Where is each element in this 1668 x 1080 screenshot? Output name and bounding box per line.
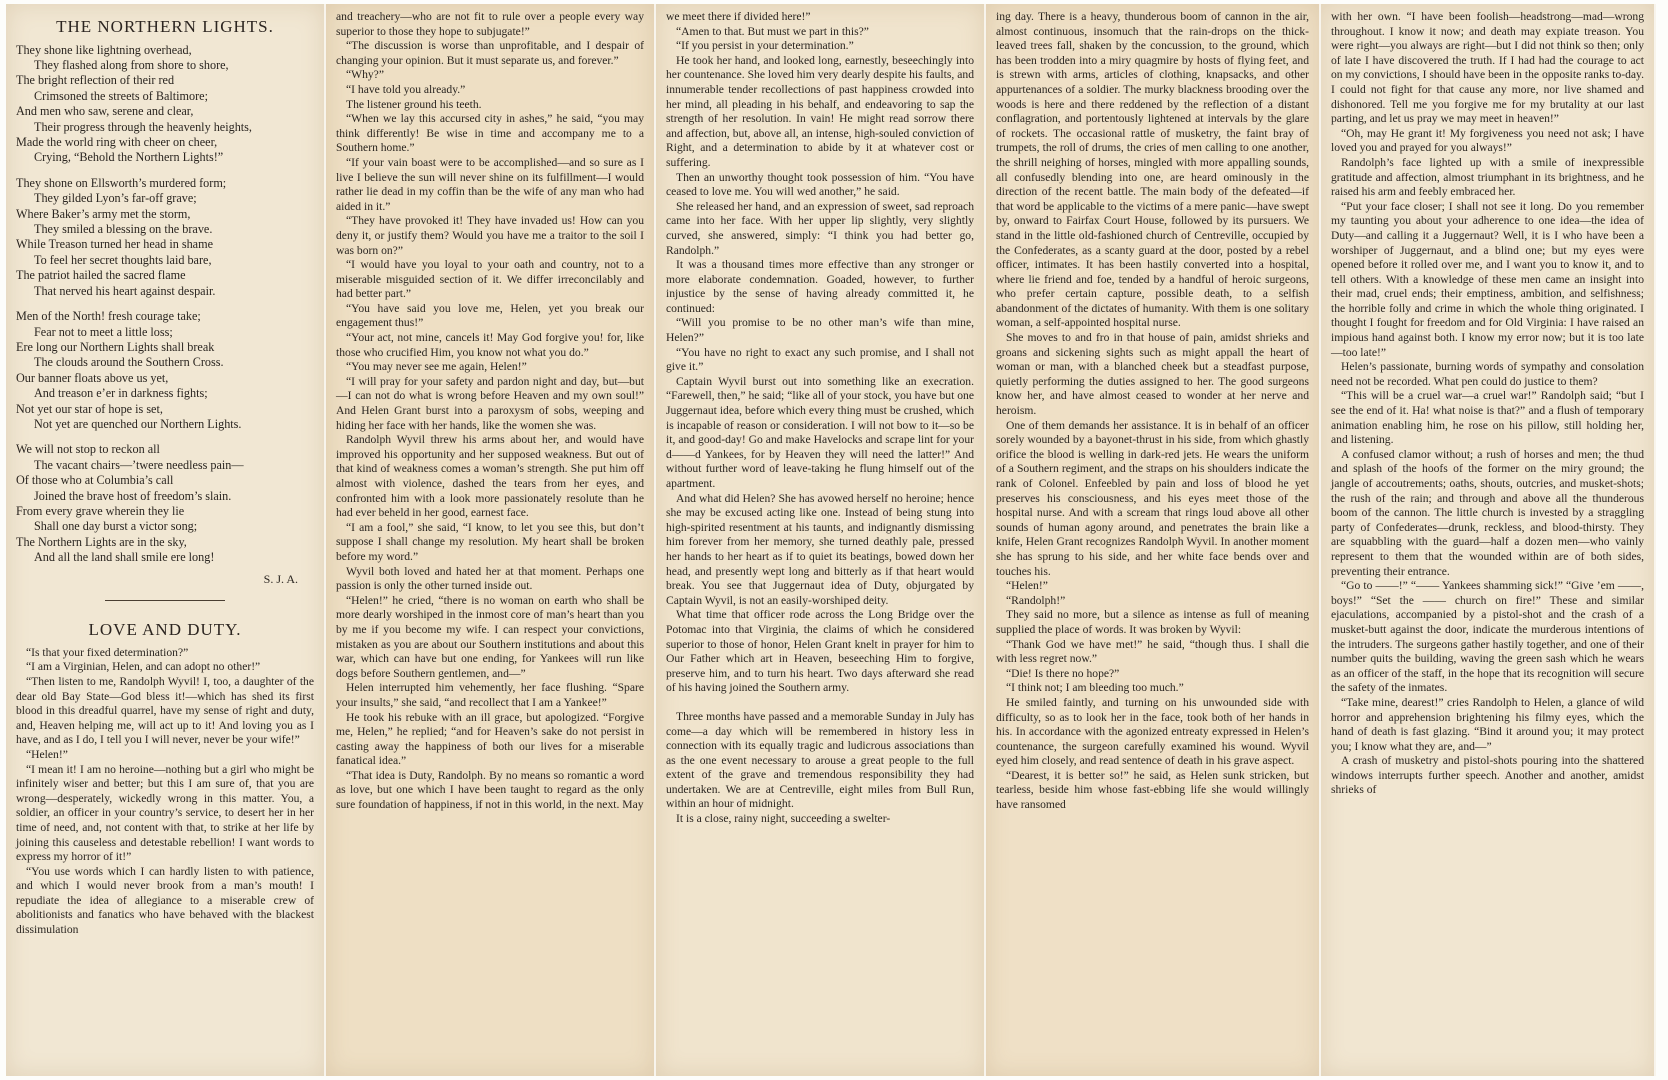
- story-paragraph: And what did Helen? She has avowed herself no heroine; hence she may be excused acting like one. Instead of being stung into high-spirited resentment at his taunts, and indignantly dismissing him forever from her memory, she turned deathly pale, pressed her hands to her heart as if to quiet its beatings, bowed down her head, and presently wept long and bitterly as if that heart would break. You see that Juggernaut idea of Duty, objurgated by Captain Wyvil, is not an easily-worshiped deity.: [666, 491, 974, 607]
- story-paragraph: It was a thousand times more effective than any stronger or more elaborate condemnation. Goaded, however, to further injustice by the sense of having already committed it, he continued:: [666, 258, 974, 315]
- poem-line: Crimsoned the streets of Baltimore;: [34, 88, 208, 103]
- poem-line: Men of the North! fresh courage take;: [16, 309, 201, 324]
- story-paragraph: “Go to ——!” “—— Yankees shamming sick!” “Give ’em ——, boys!” “Set the —— church on fire!” These and similar ejaculations, accompanied by a pistol-shot and the crash of a musket-butt against the door, indicate the murderous intentions of the intruders. The surgeons gather hastily together, and one of their number quits the building, waving the green sash which he wears as an officer of the staff, in the hope that its recognition will secure the safety of the inmates.: [1331, 579, 1644, 695]
- poem-line: Joined the brave host of freedom’s slain.: [34, 488, 232, 503]
- story-paragraph: She released her hand, and an expression of sweet, sad reproach came into her face. With her upper lip slightly, very slightly curved, she answered, simply: “I think you had better go, Randolph.”: [666, 199, 974, 257]
- poem-line: They shone on Ellsworth’s murdered form;: [16, 175, 227, 190]
- poem-title: THE NORTHERN LIGHTS.: [56, 17, 274, 36]
- poem-line: The vacant chairs—’twere needless pain—: [34, 457, 244, 472]
- story-paragraph: Then an unworthy thought took possession of him. “You have ceased to love me. You will wed another,” he said.: [666, 170, 974, 199]
- column-1: [6, 4, 326, 1076]
- poem-line: While Treason turned her head in shame: [16, 237, 213, 252]
- poem-line: The Northern Lights are in the sky,: [16, 534, 187, 549]
- poem-line: And treason e’er in darkness fights;: [34, 386, 208, 401]
- poem-line: Ere long our Northern Lights shall break: [16, 339, 215, 354]
- story-paragraph: “They have provoked it! They have invaded us! How can you deny it, or justify them? Would you have me a traitor to the soil I was born on?”: [336, 214, 644, 257]
- poem-line: And all the land shall smile ere long!: [34, 550, 215, 565]
- story-paragraph: “Dearest, it is better so!” he said, as Helen sunk stricken, but tearless, beside him whose fast-ebbing life she would willingly have ransomed: [996, 768, 1309, 812]
- poem-stanza: [16, 442, 314, 565]
- poem-line: That nerved his heart against despair.: [34, 283, 216, 298]
- story-paragraph: and treachery—who are not fit to rule over a people every way superior to those they hope to subjugate!”: [336, 10, 644, 38]
- story-paragraph: “I am a fool,” she said, “I know, to let you see this, but don’t suppose I shall change my resolution. My heart shall be broken before my word.”: [336, 520, 644, 563]
- story-paragraph: “I would have you loyal to your oath and country, not to a miserable misguided section of it. We differ irreconcilably and had better part.”: [336, 258, 644, 301]
- story-paragraph: He smiled faintly, and turning on his unwounded side with difficulty, so as to look her in the face, took both of her hands in his. In accordance with the agonized entreaty expressed in Helen’s countenance, the surgeon carefully examined his wound. Wyvil eyed him closely, and read sentence of death in his grave aspect.: [996, 695, 1309, 768]
- story-paragraph: “Put your face closer; I shall not see it long. Do you remember my taunting you about your adherence to one idea—the idea of Duty—and calling it a Juggernaut? Well, it is I who have been a worshiper of Juggernaut, and a blind one; but my eyes were opened before it rolled over me, and I want you to know it, and to tell others. With a knowledge of these men came an insight into their mad, cruel ends; their emptiness, ambition, and selfishness; the horrible folly and crime in which the whole thing originated. I thought I fought for freedom and for Old Virginia: I have raised an impious hand against both. I know my error now; but it is too late—too late!”: [1331, 199, 1644, 359]
- poem-line: They smiled a blessing on the brave.: [34, 222, 213, 237]
- poem-line: Where Baker’s army met the storm,: [16, 206, 191, 221]
- story-paragraph: “I will pray for your safety and pardon night and day, but—but—I can not do what is wrong before Heaven and my own soul!” And Helen Grant burst into a paroxysm of sobs, weeping and hiding her face with her hands, like the women she was.: [336, 374, 644, 432]
- story-paragraph: “Is that your fixed determination?”: [26, 645, 189, 659]
- story-paragraph: “Amen to that. But must we part in this?”: [676, 24, 869, 38]
- story-paragraph: with her own. “I have been foolish—headstrong—mad—wrong throughout. I know it now; and death may expiate treason. You were right—you always are right—but I did not think so then; only of late I have discovered the truth. If I had had the courage to act on my convictions, I should have been in the opposite ranks to-day. I could not fight for that cause any more, nor live shamed and dishonored. Tell me you forgive me for my brutality at our last parting, and let us pray we may meet in heaven!”: [1331, 10, 1644, 126]
- poem-line: We will not stop to reckon all: [16, 442, 160, 457]
- story-paragraph: They said no more, but a silence as intense as full of meaning supplied the place of words. It was broken by Wyvil:: [996, 608, 1309, 636]
- story-paragraph: “I mean it! I am no heroine—nothing but a girl who might be infinitely wiser and better; but this I am sure of, that you are wrong—desperately, wickedly wrong in this matter. You, a soldier, an officer in your country’s service, to desert her in her time of need, and, not content with that, to strike at her life by joining this causeless and detestable rebellion! I want words to express my horror of it!”: [16, 762, 314, 864]
- poem-line: Crying, “Behold the Northern Lights!”: [34, 150, 224, 165]
- poem-stanza: [16, 176, 314, 299]
- story-paragraph: A crash of musketry and pistol-shots pouring into the shattered windows interrupts further speech. Another and another, amidst shrieks of: [1331, 754, 1644, 797]
- poem-signature: S. J. A.: [263, 571, 298, 586]
- story-paragraph: Randolph’s face lighted up with a smile of inexpressible gratitude and affection, almost triumphant in its brightness, and he raised his arm and feebly embraced her.: [1331, 155, 1644, 199]
- story-paragraph: “Helen!”: [1006, 579, 1048, 593]
- story-paragraph: “Thank God we have met!” he said, “though thus. I shall die with less regret now.”: [996, 637, 1309, 666]
- story-paragraph: “I have told you already.”: [346, 82, 466, 96]
- section-divider: [105, 600, 225, 601]
- story-paragraph: Wyvil both loved and hated her at that moment. Perhaps one passion is only the other turned inside out.: [336, 564, 644, 593]
- story-paragraph: A confused clamor without; a rush of horses and men; the thud and splash of the hoofs of the former on the miry ground; the jangle of accoutrements; oaths, shouts, outcries, and musket-shots; the rush of the rain; and through and above all the thunderous boom of the cannon. The little church is invested by a straggling party of Confederates—drunk, reckless, and blood-thirsty. They are squabbling with the guard—half a dozen men—who vainly represent to them that the wounded within are of both sides, preventing their entrance.: [1331, 447, 1644, 578]
- story-paragraph: Randolph Wyvil threw his arms about her, and would have improved his opportunity and her supposed weakness. But out of that kind of weakness comes a woman’s strength. She put him off almost with violence, dashed the tears from her eyes, and confronted him with a look more passionately resolute than he had ever beheld in her good, earnest face.: [336, 433, 644, 520]
- poem-line: Of those who at Columbia’s call: [16, 473, 174, 488]
- story-paragraph: The listener ground his teeth.: [346, 97, 482, 111]
- story-paragraph: What time that officer rode across the Long Bridge over the Potomac into that Virginia, the claims of which he considered superior to those of honor, Helen Grant knelt in prayer for him to Our Father which art in Heaven, beseeching Him to forgive, preserve him, and to turn his heart. Two days afterward she read of his having joined the Southern army.: [666, 608, 974, 695]
- poem-stanza: [16, 309, 314, 432]
- story-paragraph: “Oh, may He grant it! My forgiveness you need not ask; I have loved you and prayed for you always!”: [1331, 126, 1644, 155]
- poem-line: The clouds around the Southern Cross.: [34, 355, 224, 370]
- poem-line: They shone like lightning overhead,: [16, 42, 192, 57]
- story-paragraph: “Helen!” he cried, “there is no woman on earth who shall be more dearly worshiped in the inmost core of man’s heart than you by me if you become my wife. I can respect your convictions, mistaken as you are about our Southern institutions and about this war, which can have but one ending, for Yankees will run like dogs before Southern gentlemen, and—”: [336, 593, 644, 680]
- story-paragraph: “You use words which I can hardly listen to with patience, and which I would never brook from a man’s mouth! I repudiate the idea of allegiance to a miserable crew of abolitionists and fanatics who have behaved with the blackest dissimulation: [16, 864, 314, 937]
- story-paragraph: “When we lay this accursed city in ashes,” he said, “you may think differently! Be wise in time and accompany me to a Southern home.”: [336, 112, 644, 155]
- poem-line: They gilded Lyon’s far-off grave;: [34, 191, 197, 206]
- story-paragraph: “That idea is Duty, Randolph. By no means so romantic a word as love, but one which I have been taught to regard as the only sure foundation of happiness, if not in this world, in the next. May: [336, 768, 644, 812]
- story-paragraph: “Helen!”: [26, 747, 68, 761]
- poem-line: Made the world ring with cheer on cheer,: [16, 135, 218, 150]
- story-paragraph: “Will you promise to be no other man’s wife than mine, Helen?”: [666, 316, 974, 345]
- story-paragraph: “If you persist in your determination.”: [676, 39, 854, 53]
- poem-line: Our banner floats above us yet,: [16, 370, 169, 385]
- story-paragraph: “You may never see me again, Helen!”: [346, 360, 527, 374]
- poem-line: To feel her secret thoughts laid bare,: [34, 252, 212, 267]
- story-title: LOVE AND DUTY.: [88, 620, 242, 640]
- poem-line: Their progress through the heavenly heights,: [34, 119, 252, 134]
- poem-line: Fear not to meet a little loss;: [34, 324, 173, 339]
- poem-line: They flashed along from shore to shore,: [34, 58, 229, 72]
- story-paragraph: “This will be a cruel war—a cruel war!” Randolph said; “but I see the end of it. Ha! what noise is that?” and a flush of temporary animation enabling him, he rose on his pillow, still holding her, and listening.: [1331, 389, 1644, 447]
- story-paragraph: “Then listen to me, Randolph Wyvil! I, too, a daughter of the dear old Bay State—God bless it!—which has shed its first blood in this dreadful quarrel, have my sense of right and duty, and, Heaven helping me, will act up to it! And loving you as I have, and as I do, I tell you I will never, never be your wife!”: [16, 674, 314, 747]
- poem-body: [16, 43, 314, 566]
- poem-line: The patriot hailed the sacred flame: [16, 268, 186, 283]
- story-paragraph: Captain Wyvil burst out into something like an execration. “Farewell, then,” he said; “like all of your stock, you have but one Juggernaut idea, before which every thing must be crushed, which is incapable of reason or consideration. I will not bow to it—so be it, and good-day! Go and make Havelocks and scrape lint for your d——d Yankees, for by Heaven they will need the latter!” And without further word of leave-taking he flung himself out of the apartment.: [666, 374, 974, 490]
- column-3: [656, 4, 986, 1076]
- story-paragraph: Helen’s passionate, burning words of sympathy and consolation need not be recorded. What pen could do justice to them?: [1331, 360, 1644, 388]
- column-2: [326, 4, 656, 1076]
- poem-line: Not yet are quenched our Northern Lights.: [34, 416, 242, 431]
- story-paragraph: “If your vain boast were to be accomplished—and so sure as I live I believe the sun will never shine on its fulfillment—I would rather lie dead in my coffin than be the wife of any man who had aided in it.”: [336, 155, 644, 213]
- story-paragraph: “Die! Is there no hope?”: [1006, 666, 1120, 680]
- story-paragraph: we meet there if divided here!”: [666, 10, 811, 23]
- story-paragraph: “Why?”: [346, 68, 384, 82]
- story-paragraph: He took his rebuke with an ill grace, but apologized. “Forgive me, Helen,” he replied; “and for Heaven’s sake do not persist in casting away the happiness of both our lives for a miserable fanatical idea.”: [336, 710, 644, 768]
- story-paragraph: “I am a Virginian, Helen, and can adopt no other!”: [26, 660, 261, 674]
- story-paragraph: “Take mine, dearest!” cries Randolph to Helen, a glance of wild horror and apprehension brightening his filmy eyes, which the hand of death is fast glazing. “Bind it around you; it may protect you; I know what they are, and—”: [1331, 695, 1644, 753]
- story-paragraph: “The discussion is worse than unprofitable, and I despair of changing your opinion. But it must separate us, and forever.”: [336, 39, 644, 67]
- poem-line: The bright reflection of their red: [16, 73, 175, 88]
- poem-stanza: [16, 43, 314, 166]
- story-paragraph: “You have no right to exact any such promise, and I shall not give it.”: [666, 345, 974, 374]
- story-paragraph: “I think not; I am bleeding too much.”: [1006, 681, 1184, 695]
- story-paragraph: It is a close, rainy night, succeeding a swelter-: [676, 812, 891, 826]
- story-paragraph: Three months have passed and a memorable Sunday in July has come—a day which will be remembered in history less in connection with its equally tragic and ludicrous associations than as the one event necessary to arouse a great people to the full extent of the grave and tremendous responsibility they had undertaken. We are at Centreville, eight miles from Bull Run, within an hour of midnight.: [666, 709, 974, 811]
- column-4: [986, 4, 1321, 1076]
- story-paragraph: He took her hand, and looked long, earnestly, beseechingly into her countenance. She loved him very dearly despite his faults, and innumerable tender recollections of past happiness crowded into her mind, all pleading in his behalf, and endeavoring to sap the strength of her resolution. In vain! He might read sorrow there and affection, but, above all, an intense, high-souled conviction of Right, and a determination to abide by it at whatever cost or suffering.: [666, 53, 974, 169]
- poem-line: From every grave wherein they lie: [16, 503, 185, 518]
- story-paragraph: Helen interrupted him vehemently, her face flushing. “Spare your insults,” she said, “and recollect that I am a Yankee!”: [336, 681, 644, 709]
- story-paragraph: She moves to and fro in that house of pain, amidst shrieks and groans and sickening sights such as might appall the heart of woman or man, with a blanched cheek but a steadfast purpose, quietly performing the duties assigned to her. The good surgeons know her, and have almost ceased to wonder at her nerve and heroism.: [996, 331, 1309, 418]
- story-column-1: [16, 646, 314, 938]
- story-paragraph: ing day. There is a heavy, thunderous boom of cannon in the air, almost continuous, insomuch that the rain-drops on the thick-leaved trees fall, shaken by the concussion, to the ground, which has been trodden into a miry quagmire by hosts of flying feet, and is strewn with arms, articles of clothing, knapsacks, and other appurtenances of a soldier. The murky blackness brooding over the woods is here and there reddened by the reflection of a distant conflagration, and portentously lightened at intervals by the glare of rockets. The occasional rattle of musketry, the faint bray of trumpets, the roll of drums, the cries of men calling to one another, the shrill neighing of horses, mingled with more appalling sounds, all confusedly blending into one, are heard ominously in the direction of the recent battle. The main body of the defeated—if that word be applicable to the victims of a mere panic—have swept by, onward to Fairfax Court House, followed by its pursuers. We stand in the little old-fashioned church of Centreville, occupied by the Confederates, as a scanty guard at the door, posted by a rebel officer, intimates. It has been hastily converted into a hospital, where lie friend and foe, tended by a handful of heroic surgeons, who prefer certain capture, possible death, to a selfish abandonment of the dictates of humanity. With them is one solitary woman, a self-appointed hospital nurse.: [996, 10, 1309, 330]
- poem-line: And men who saw, serene and clear,: [16, 104, 194, 119]
- poem-line: Not yet our star of hope is set,: [16, 401, 163, 416]
- story-paragraph: “Randolph!”: [1006, 593, 1066, 607]
- story-paragraph: One of them demands her assistance. It is in behalf of an officer sorely wounded by a bayonet-thrust in his side, from which ghastly orifice the blood is welling in dark-red jets. He wears the uniform of a Southern regiment, and the straps on his shoulders indicate the rank of Colonel. Enfeebled by pain and loss of blood he yet preserves his consciousness, and his eyes meet those of the hospital nurse. And with a scream that rings loud above all other sounds of human agony around, and penetrates the brain like a knife, Helen Grant recognizes Randolph Wyvil. In another moment she has sprung to his side, and her white face bends over and touches his.: [996, 418, 1309, 578]
- poem-line: Shall one day burst a victor song;: [34, 519, 198, 534]
- column-5: [1321, 4, 1656, 1076]
- story-paragraph: “You have said you love me, Helen, yet you break our engagement thus!”: [336, 301, 644, 330]
- story-paragraph: “Your act, not mine, cancels it! May God forgive you! for, like those who crucified Him, you know not what you do.”: [336, 331, 644, 359]
